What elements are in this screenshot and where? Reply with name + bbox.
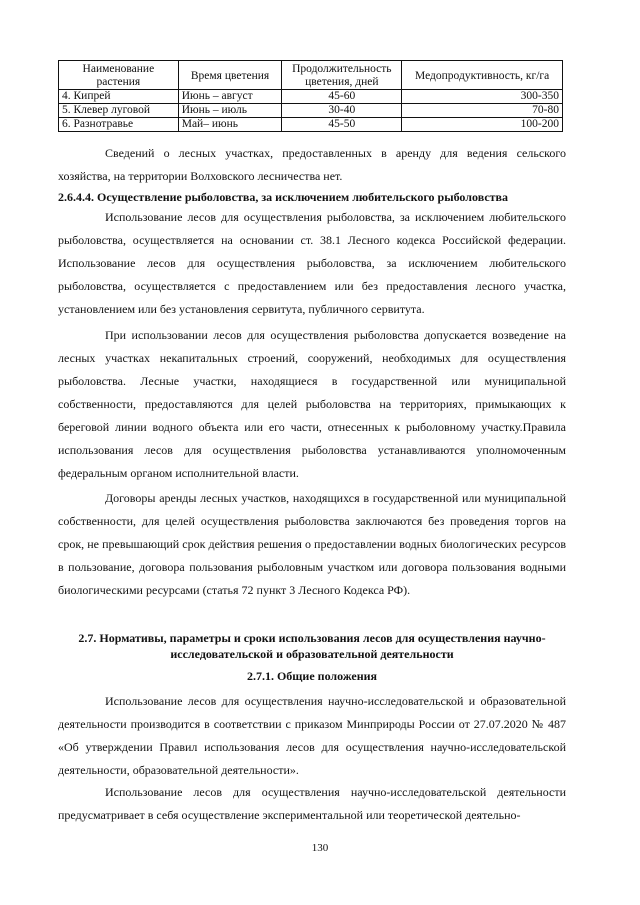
table-header-cell: Наименование растения [59,61,179,90]
fishing-paragraph-1: Использование лесов для осуществления рыболовства, за исключением любительского рыболовства, осуществляется на основании ст. 38.1 Лесного кодекса Российской федерации. Использование лесов для осуществления рыболовства, за исключением любительского рыболовства, осуществляется с предоставлением или без предоставления лесного участка, установлением или без установления сервитута, публичного сервитута. [58,210,566,316]
table-cell: 6. Разнотравье [59,118,179,132]
table-cell: 70-80 [402,104,563,118]
table-row [59,90,563,104]
table-cell: Июнь – август [178,90,282,104]
table-cell: 45-60 [282,90,402,104]
table-header-cell: Медопродуктивность, кг/га [402,61,563,90]
fishing-paragraph-2: При использовании лесов для осуществления рыболовства допускается возведение на лесных участках некапитальных строений, сооружений, необходимых для осуществления рыболовства. Лесные участки, находящиеся в государственной или муниципальной собственности, предоставляются для целей рыболовства на территориях, примыкающих к береговой линии водного объекта или его части, отнесенных к рыболовному участку.Правила использования лесов для осуществления рыболовства устанавливаются уполномоченным федеральным органом исполнительной власти. [58,328,566,480]
research-paragraph-1: Использование лесов для осуществления научно-исследовательской и образовательной деятельности производится в соответствии с приказом Минприроды России от 27.07.2020 № 487 «Об утверждении Правил использования лесов для осуществления научно-исследовательской деятельности, образовательной деятельности». [58,694,566,777]
table-cell: 5. Клевер луговой [59,104,179,118]
honey-plants-table [58,60,563,132]
forest-lease-paragraph: Сведений о лесных участках, предоставленных в аренду для ведения сельского хозяйства, на территории Волховского лесничества нет. [58,146,566,183]
table-row [59,118,563,132]
table-cell: 45-50 [282,118,402,132]
table-header-row [59,61,563,90]
table-row [59,104,563,118]
table-cell: 300-350 [402,90,563,104]
table-header-cell: Продолжительность цветения, дней [282,61,402,90]
table-cell: 100-200 [402,118,563,132]
fishing-paragraph-3: Договоры аренды лесных участков, находящихся в государственной или муниципальной собственности, для целей осуществления рыболовства заключаются без проведения торгов на срок, не превышающий срок действия решения о предоставлении водных биологических ресурсов в пользование, договора пользования рыболовным участком или договора пользования водными биологическими ресурсами (статья 72 пункт 3 Лесного Кодекса РФ). [58,491,566,597]
subsection-271-heading: 2.7.1. Общие положения [246,669,378,683]
section-27-heading: 2.7. Нормативы, параметры и сроки использования лесов для осуществления научно-исследовательской и образовательной деятельности [78,631,546,661]
table-cell: Май– июнь [178,118,282,132]
fishing-section-heading: 2.6.4.4. Осуществление рыболовства, за исключением любительского рыболовства [58,190,509,204]
table-cell: 30-40 [282,104,402,118]
research-paragraph-2: Использование лесов для осуществления научно-исследовательской деятельности предусматривает в себя осуществление экспериментальной или теоретической деятельно- [58,785,566,822]
table-cell: 4. Кипрей [59,90,179,104]
page-number: 130 [311,842,329,854]
table-cell: Июнь – июль [178,104,282,118]
table-header-cell: Время цветения [178,61,282,90]
